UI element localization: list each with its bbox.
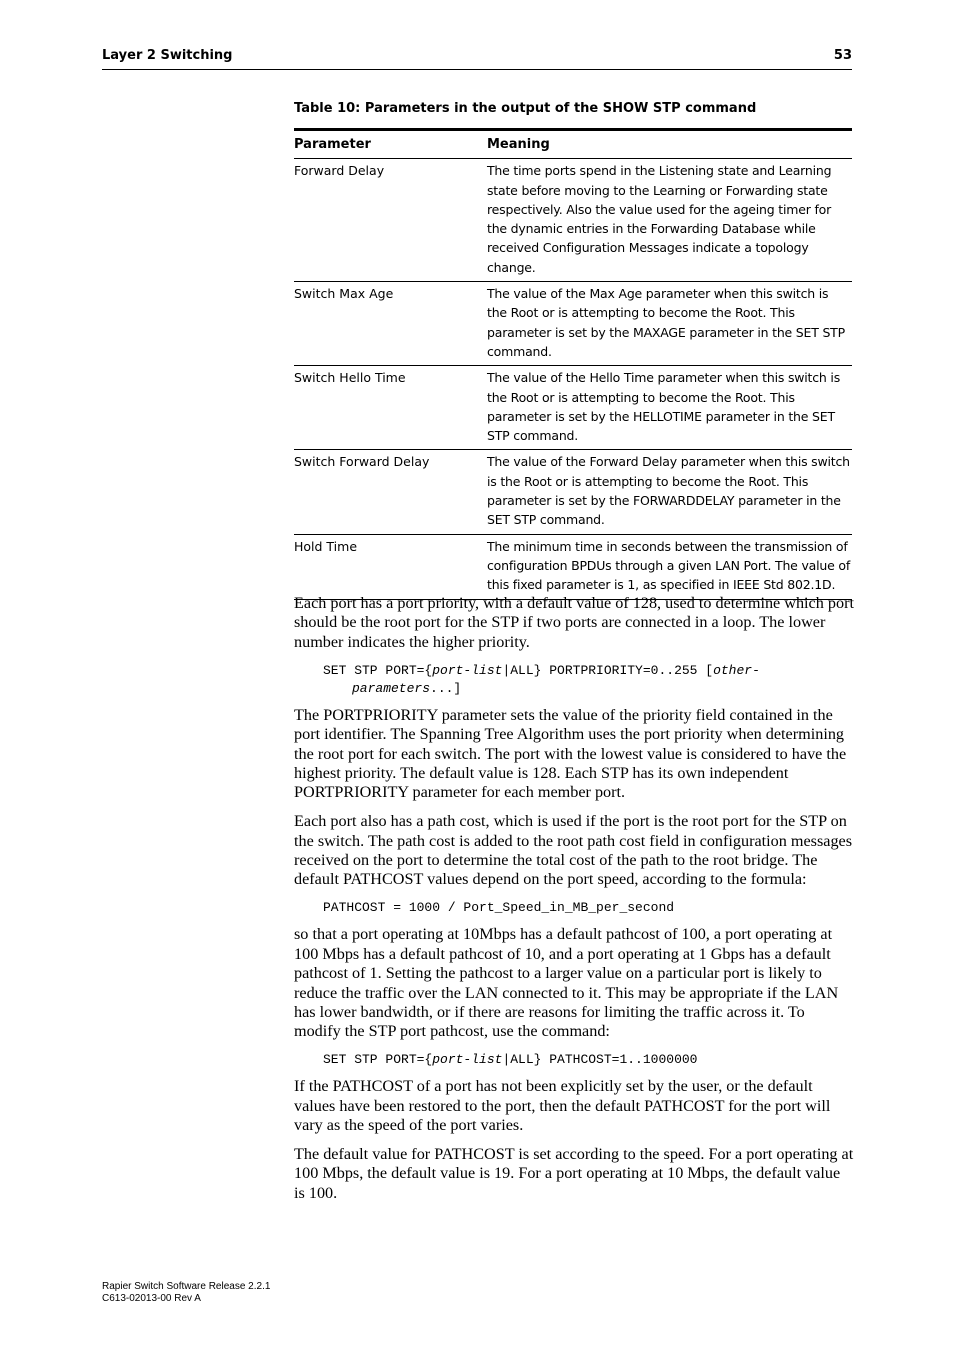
paragraph-pathcost-examples: so that a port operating at 10Mbps has a default pathcost of 100, a port operating at 100 Mbps has a default pathcost of 10, and a port operating at 1 Gbps has a default pathcost of 1. Setting the pathcost to a larger value on a particular port is likely to reduce the traffic over the LAN connected to it. This may be appropriate if the LAN has lower bandwidth, or if there are reasons for limiting the traffic across it. To modify the STP port pathcost, use the command: — [294, 925, 839, 1041]
meaning-cell: The time ports spend in the Listening state and Learning state before moving to the Learning or Forwarding state respectively. Also the value used for the ageing timer for the dynamic entries in the Forwarding Database while received Configuration Messages indicate a topology change. — [487, 159, 852, 282]
paragraph-default-pathcost: If the PATHCOST of a port has not been explicitly set by the user, or the default values have been restored to the port, then the default PATHCOST for the port will vary as the speed of the port varies. — [294, 1077, 831, 1135]
footer-document-id: C613-02013-00 Rev A — [102, 1293, 201, 1304]
footer-release: Rapier Switch Software Release 2.2.1 — [102, 1281, 271, 1292]
meaning-cell: The value of the Max Age parameter when this switch is the Root or is attempting to become the Root. This parameter is set by the MAXAGE parameter in the SET STP command. — [487, 282, 852, 366]
code-placeholder: port-list — [432, 1052, 503, 1068]
parameter-cell: Switch Max Age — [294, 282, 487, 366]
meaning-cell: The value of the Forward Delay parameter when this switch is the Root or is attempting to become the Root. This parameter is set by the FORWARDDELAY parameter in the SET STP command. — [487, 450, 852, 534]
body-text — [294, 594, 854, 1213]
page-header — [102, 48, 852, 70]
section-title: Layer 2 Switching — [102, 48, 233, 63]
parameter-cell: Hold Time — [294, 534, 487, 599]
table-row — [294, 366, 852, 450]
paragraph-path-cost: Each port also has a path cost, which is used if the port is the root port for the STP on the switch. The path cost is added to the root path cost field in configuration messages received on the port to determine the total cost of the path to the root bridge. The default PATHCOST values depend on the port speed, according to the formula: — [294, 812, 853, 889]
meaning-cell: The minimum time in seconds between the transmission of configuration BPDUs through a given LAN Port. The value of this fixed parameter is 1, as specified in IEEE Std 802.1D. — [487, 534, 852, 599]
table-header-row — [294, 130, 852, 159]
code-text: |ALL} PATHCOST=1..1000000 — [502, 1052, 698, 1068]
code-text: SET STP PORT={ — [323, 662, 433, 678]
column-header-parameter: Parameter — [294, 130, 487, 159]
column-header-meaning: Meaning — [487, 130, 852, 159]
code-text: ...] — [430, 680, 462, 696]
table-row — [294, 282, 852, 366]
parameter-cell: Forward Delay — [294, 159, 487, 282]
page-number: 53 — [833, 48, 852, 63]
parameters-table — [294, 128, 852, 600]
code-placeholder: other- — [713, 662, 760, 678]
meaning-cell: The value of the Hello Time parameter when this switch is the Root or is attempting to become the Root. This parameter is set by the HELLOTIME parameter in the SET STP command. — [487, 366, 852, 450]
code-text: SET STP PORT={ — [323, 1052, 433, 1068]
page-footer — [102, 1281, 270, 1305]
paragraph-portpriority-parameter: The PORTPRIORITY parameter sets the value of the priority field contained in the port identifier. The Spanning Tree Algorithm uses the port priority when determining the root port for each switch. The port with the lowest value is considered to have the highest priority. The default value is 128. Each STP has its own independent PORTPRIORITY parameter for each member port. — [294, 705, 847, 802]
code-placeholder: parameters — [352, 680, 431, 696]
code-set-stp-pathcost — [294, 1051, 854, 1069]
table-row — [294, 159, 852, 282]
table-row — [294, 450, 852, 534]
table-row — [294, 534, 852, 599]
code-set-stp-portpriority — [294, 662, 854, 698]
parameter-cell: Switch Hello Time — [294, 366, 487, 450]
paragraph-port-priority: Each port has a port priority, with a default value of 128, used to determine which port should be the root port for the STP if two ports are connected in a loop. The lower number indicates the higher priority. — [294, 594, 854, 651]
code-text: |ALL} PORTPRIORITY=0..255 [ — [502, 662, 714, 678]
code-placeholder: port-list — [432, 662, 503, 678]
paragraph-pathcost-speed: The default value for PATHCOST is set according to the speed. For a port operating at 100 Mbps, the default value is 19. For a port operating at 10 Mbps, the default value is 100. — [294, 1145, 854, 1202]
table-caption: Table 10: Parameters in the output of the SHOW STP command — [294, 101, 757, 116]
parameter-cell: Switch Forward Delay — [294, 450, 487, 534]
code-pathcost-formula: PATHCOST = 1000 / Port_Speed_in_MB_per_second — [323, 900, 675, 916]
